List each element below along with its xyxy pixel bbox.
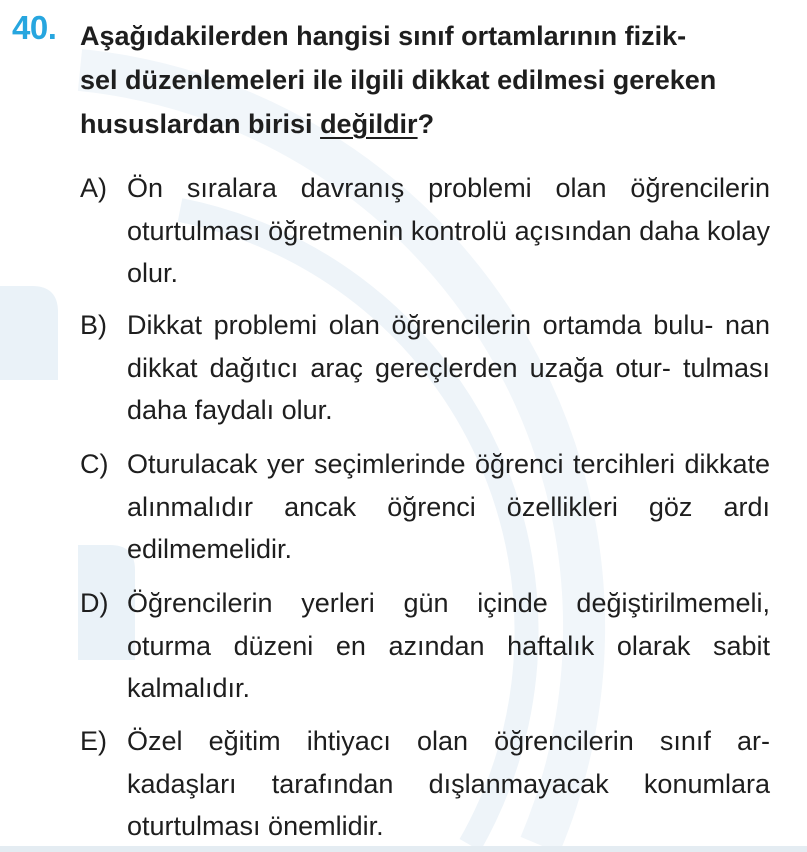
option-c[interactable] [80,443,770,571]
question-hyphen: - [677,21,687,51]
option-d-text: Öğrencilerin yerleri gün içinde değiştirilmemeli, oturma düzeni en azından haftalık olarak sabit kalmalıdır. [127,588,770,703]
question-emphasis: değildir [320,109,418,139]
question-text-line2: sel düzenlemeleri ile ilgili dikkat edilmesi gereken [80,65,717,95]
option-b-letter: B) [80,310,107,340]
option-c-letter: C) [80,449,109,479]
option-d[interactable] [80,582,770,710]
option-e-text: Özel eğitim ihtiyacı olan öğrencilerin sınıf ar- kadaşları tarafından dışlanmayacak konumlara oturtulması önemlidir. [127,726,770,841]
option-c-text: Oturulacak yer seçimlerinde öğrenci tercihleri dikkate alınmalıdır ancak öğrenci özellikleri göz ardı edilmemelidir. [127,449,770,564]
question-mark: ? [417,109,435,139]
question-stem [80,14,780,146]
option-e[interactable] [80,720,770,848]
option-a[interactable] [80,167,770,295]
question-text-line3: hususlardan birisi [80,109,321,139]
question-text-line1: Aşağıdakilerden hangisi sınıf ortamlarının fizik [80,21,678,51]
option-d-letter: D) [80,588,109,618]
option-b-text: Dikkat problemi olan öğrencilerin ortamda bulu- nan dikkat dağıtıcı araç gereçlerden uzağa otur- tulması daha faydalı olur. [127,310,770,425]
option-e-letter: E) [80,726,107,756]
option-a-text: Ön sıralara davranış problemi olan öğrencilerin oturtulması öğretmenin kontrolü açısından daha kolay olur. [127,173,770,288]
question-number: 40. [12,9,57,46]
option-a-letter: A) [80,173,107,203]
option-b[interactable] [80,304,770,432]
